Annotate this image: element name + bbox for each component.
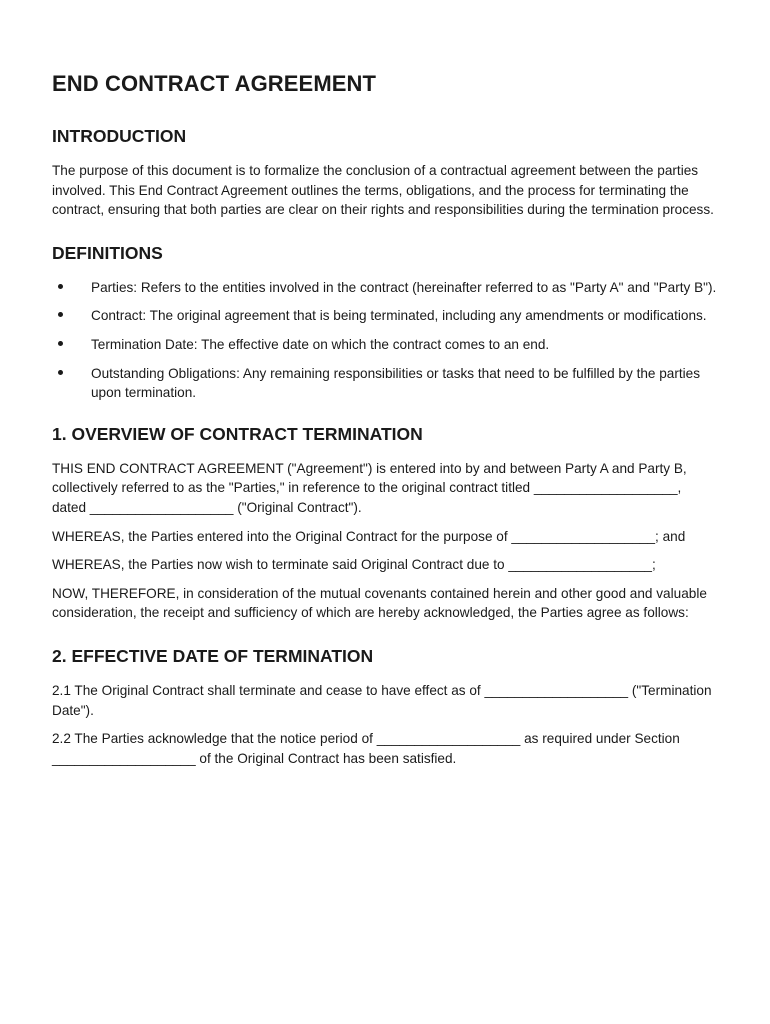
overview-paragraph: WHEREAS, the Parties entered into the Original Contract for the purpose of ___________________; and	[52, 528, 686, 544]
definitions-section	[52, 242, 718, 403]
effective-date-paragraph: 2.2 The Parties acknowledge that the notice period of ___________________ as required under Section ___________________ of the Original Contract has been satisfied.	[52, 731, 680, 766]
definition-text: Termination Date: The effective date on which the contract comes to an end.	[91, 336, 550, 352]
introduction-text: The purpose of this document is to formalize the conclusion of a contractual agreement between the parties involved. This End Contract Agreement outlines the terms, obligations, and the process for terminating the contract, ensuring that both parties are clear on their rights and responsibilities during the termination process.	[52, 163, 714, 218]
definitions-heading: DEFINITIONS	[52, 242, 163, 263]
definitions-list	[52, 278, 718, 403]
effective-date-heading: 2. EFFECTIVE DATE OF TERMINATION	[52, 645, 374, 666]
bullet-icon	[58, 284, 63, 289]
definition-text: Parties: Refers to the entities involved in the contract (hereinafter referred to as "Party A" and "Party B").	[91, 279, 717, 295]
overview-paragraph: WHEREAS, the Parties now wish to terminate said Original Contract due to ___________________;	[52, 557, 656, 573]
overview-heading: 1. OVERVIEW OF CONTRACT TERMINATION	[52, 423, 423, 444]
overview-paragraph: THIS END CONTRACT AGREEMENT ("Agreement") is entered into by and between Party A and Party B, collectively referred to as the "Parties," in reference to the original contract titled ___________________, dated ___________________ ("Original Contract").	[52, 460, 687, 515]
bullet-icon	[58, 370, 63, 375]
overview-section	[52, 423, 718, 623]
introduction-heading: INTRODUCTION	[52, 126, 187, 146]
overview-paragraph: NOW, THEREFORE, in consideration of the mutual covenants contained herein and other good and valuable consideration, the receipt and sufficiency of which are hereby acknowledged, the Parties agree as follows:	[52, 585, 707, 621]
bullet-icon	[58, 312, 63, 317]
effective-date-paragraph: 2.1 The Original Contract shall terminate and cease to have effect as of ___________________ ("Termination Date").	[52, 682, 712, 718]
effective-date-section	[52, 645, 718, 768]
introduction-section	[52, 125, 718, 220]
bullet-icon	[58, 341, 63, 346]
definition-item-parties	[52, 278, 718, 298]
definition-item-outstanding-obligations	[52, 364, 718, 403]
definition-text: Contract: The original agreement that is being terminated, including any amendments or modifications.	[91, 308, 707, 324]
definition-item-contract	[52, 306, 718, 326]
definition-item-termination-date	[52, 335, 718, 355]
definition-text: Outstanding Obligations: Any remaining responsibilities or tasks that need to be fulfilled by the parties upon termination.	[91, 365, 701, 401]
document-title: END CONTRACT AGREEMENT	[52, 71, 377, 96]
